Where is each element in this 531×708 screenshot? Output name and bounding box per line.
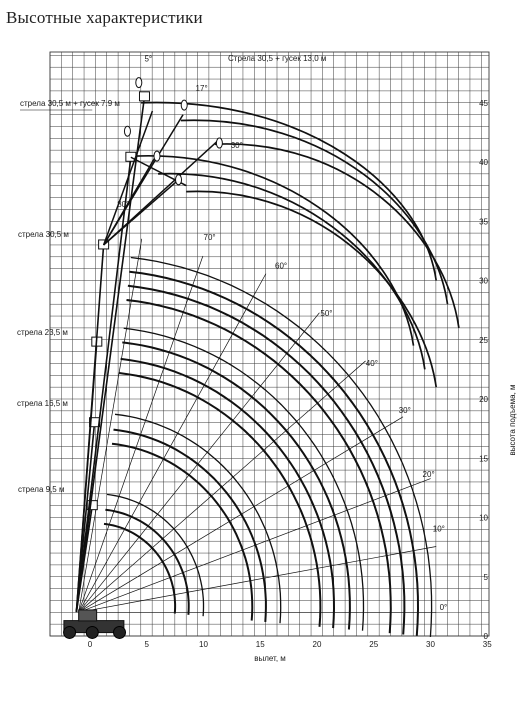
grid-frame <box>50 52 489 636</box>
angle-label: 10° <box>432 524 445 534</box>
x-tick-label: 35 <box>482 640 492 649</box>
y-tick-label: 15 <box>479 454 488 464</box>
y-axis-label: высота подъема, м <box>508 384 517 456</box>
lift-curve <box>122 342 350 629</box>
crane-wheel <box>64 626 76 638</box>
boom-config-label: стрела 30,5 м + гусек 7,9 м <box>20 99 120 108</box>
x-tick-label: 15 <box>255 640 265 649</box>
jib-angle-label: 30° <box>230 140 243 150</box>
boom-config-label: стрела 23,5 м <box>17 328 68 337</box>
angle-label: 40° <box>365 358 378 368</box>
hook-block <box>216 138 222 148</box>
y-tick-label: 40 <box>479 158 488 167</box>
boom-config-label: стрела 30,5 м <box>18 230 69 239</box>
crane-cab <box>79 610 97 621</box>
boom-drawings <box>76 78 222 613</box>
y-tick-label: 35 <box>479 217 488 227</box>
x-tick-label: 30 <box>426 640 435 649</box>
lift-curve <box>127 300 391 633</box>
hook-block <box>136 78 142 88</box>
angle-label: 70° <box>203 233 216 243</box>
chart-labels <box>17 54 517 663</box>
lift-curve <box>115 414 281 623</box>
y-tick-label: 5 <box>483 572 488 582</box>
hook-block <box>176 175 182 185</box>
angle-label: 20° <box>422 470 435 480</box>
hook-block <box>181 100 187 110</box>
boom-angle-lines <box>79 239 437 612</box>
angle-label: 50° <box>320 309 333 319</box>
lift-curve <box>129 272 418 636</box>
y-tick-label: 20 <box>479 395 488 404</box>
crane-wheel <box>114 626 126 638</box>
angle-label: 60° <box>275 261 288 271</box>
jib-curve <box>141 102 436 280</box>
angle-line <box>79 546 437 612</box>
hook-block <box>154 151 160 161</box>
x-tick-label: 20 <box>312 640 322 649</box>
x-tick-label: 5 <box>144 640 149 649</box>
y-tick-label: 10 <box>479 513 488 523</box>
y-tick-label: 25 <box>479 335 488 345</box>
angle-line <box>79 313 320 613</box>
x-tick-label: 0 <box>87 640 93 649</box>
hook-block <box>124 126 130 136</box>
page-title: Высотные характеристики <box>6 8 203 27</box>
boom-line <box>76 245 103 612</box>
boom-config-label: стрела 16,5 м <box>17 399 68 408</box>
crane-wheel <box>86 626 98 638</box>
angle-line <box>79 239 142 612</box>
jib-curve <box>186 191 436 387</box>
x-axis-label: вылет, м <box>254 654 286 663</box>
x-tick-label: 25 <box>369 640 379 649</box>
boom-line <box>76 157 130 612</box>
jib-angle-label: 5° <box>144 54 153 64</box>
boom-config-label: Стрела 30,5 + гусек 13,0 м <box>228 54 327 63</box>
y-tick-label: 0 <box>483 632 488 641</box>
jib-angle-label: 17° <box>195 83 208 93</box>
angle-label: 80° <box>117 200 130 210</box>
x-tick-label: 10 <box>199 640 208 649</box>
boom-head <box>139 92 149 101</box>
boom-config-label: стрела 9,5 м <box>18 485 65 494</box>
height-curves <box>104 102 459 636</box>
lift-curve <box>131 258 432 637</box>
angle-label: 0° <box>439 602 448 612</box>
chart-grid <box>50 52 489 636</box>
angle-label: 30° <box>398 406 411 416</box>
y-tick-label: 30 <box>479 276 488 286</box>
y-tick-label: 45 <box>479 98 488 108</box>
